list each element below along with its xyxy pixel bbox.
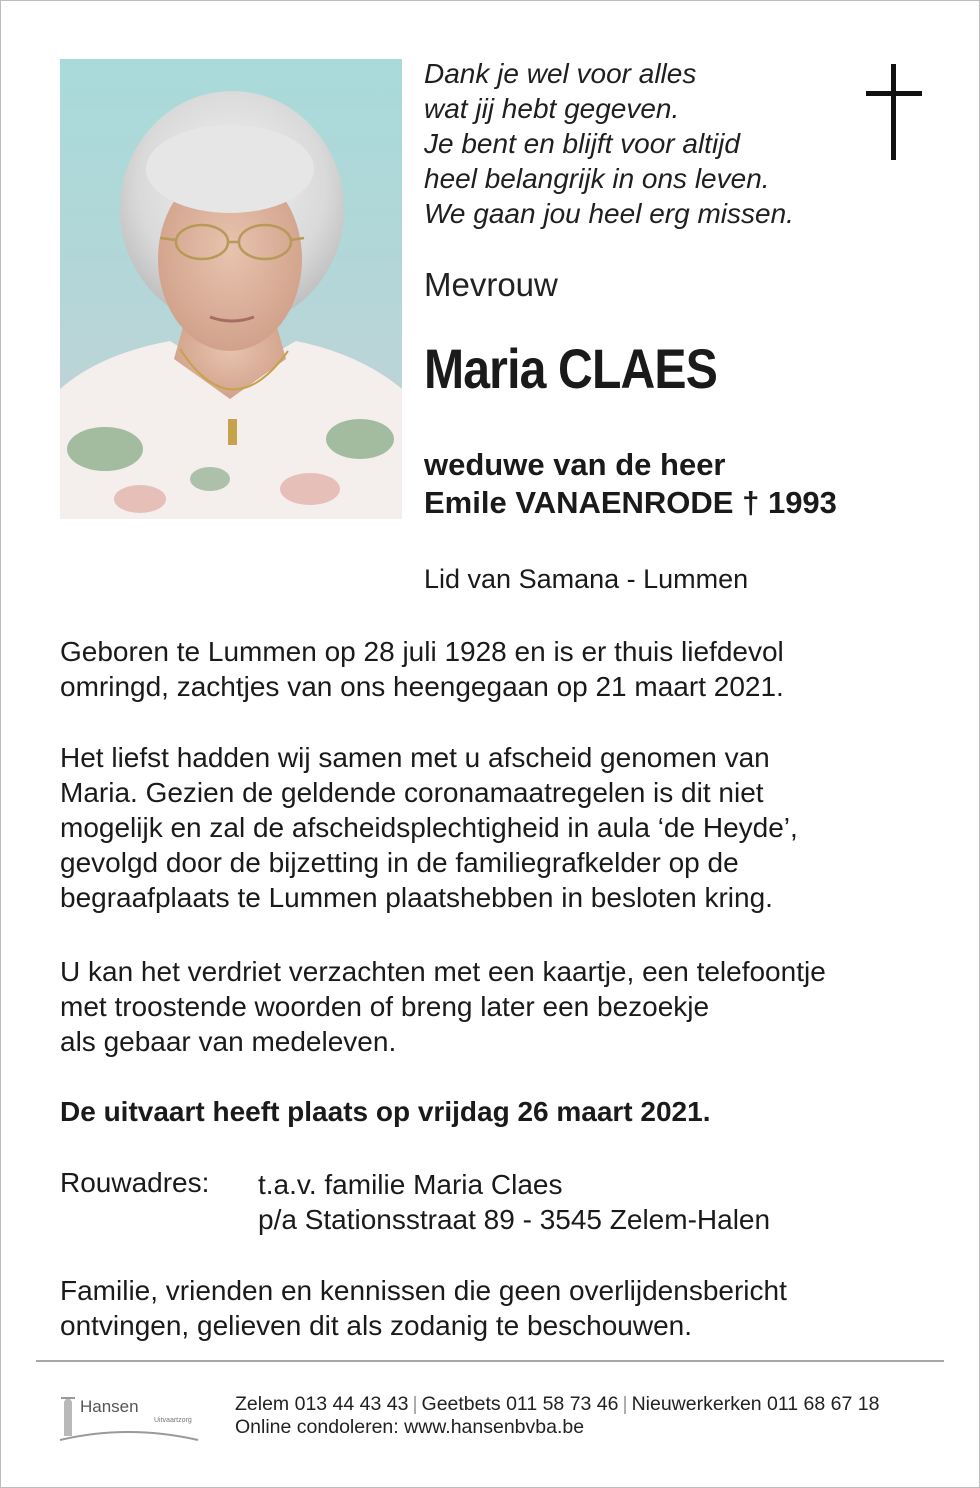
comfort-paragraph [60,954,940,1059]
text-line: Maria. Gezien de geldende coronamaatregelen is dit niet [60,777,764,808]
text-line: met troostende woorden of breng later een bezoekje [60,991,710,1022]
logo-subtitle: Uitvaartzorg [154,1417,192,1424]
address-label: Rouwadres: [60,1167,210,1198]
closing-paragraph [60,1273,940,1343]
text-line: omringd, zachtjes van ons heengegaan op 21 maart 2021. [60,671,784,702]
text-line: Geboren te Lummen op 28 juli 1928 en is er thuis liefdevol [60,636,784,667]
online-condolence-link[interactable]: Online condoleren: www.hansenbvba.be [235,1416,585,1438]
deceased-name: Maria CLAES [424,337,717,400]
poem-line: wat jij hebt gegeven. [424,93,680,124]
hansen-logo [58,1384,208,1444]
funeral-date: De uitvaart heeft plaats op vrijdag 26 maart 2021. [60,1096,711,1127]
address-line-1: t.a.v. familie Maria Claes [258,1169,563,1200]
mourning-address [258,1167,770,1237]
office-nieuwerkerken: Nieuwerkerken 011 68 67 18 [631,1393,880,1415]
poem-line: Dank je wel voor alles [424,58,697,89]
text-line: U kan het verdriet verzachten met een kaartje, een telefoontje [60,956,826,987]
portrait-photo [60,59,402,519]
honorific: Mevrouw [424,266,558,303]
spouse-info [424,446,837,522]
address-line-2: p/a Stationsstraat 89 - 3545 Zelem-Halen [258,1204,771,1235]
membership: Lid van Samana - Lummen [424,564,749,594]
office-geetbets: Geetbets 011 58 73 46 [421,1393,619,1415]
farewell-paragraph [60,740,940,915]
text-line: ontvingen, gelieven dit als zodanig te beschouwen. [60,1310,692,1341]
text-line: als gebaar van medeleven. [60,1026,397,1057]
memorial-poem [424,56,854,231]
birth-paragraph [60,634,940,704]
poem-line: Je bent en blijft voor altijd [424,128,740,159]
text-line: begraafplaats te Lummen plaatshebben in besloten kring. [60,882,773,913]
text-line: Familie, vrienden en kennissen die geen overlijdensbericht [60,1275,787,1306]
footer-contact: Zelem 013 44 43 43 | Geetbets 011 58 73 46 | Nieuwerkerken 011 68 67 18 Online condoleren: www.hansenbvba.be [235,1393,880,1438]
spouse-line-2: Emile VANAENRODE † 1993 [424,485,837,520]
footer-divider [36,1360,944,1362]
office-zelem: Zelem 013 44 43 43 [235,1393,409,1415]
poem-line: heel belangrijk in ons leven. [424,163,770,194]
text-line: mogelijk en zal de afscheidsplechtigheid in aula ‘de Heyde’, [60,812,798,843]
text-line: Het liefst hadden wij samen met u afscheid genomen van [60,742,770,773]
logo-name: Hansen [80,1397,139,1416]
cross-icon [866,64,922,160]
spouse-line-1: weduwe van de heer [424,447,726,482]
text-line: gevolgd door de bijzetting in de familiegrafkelder op de [60,847,739,878]
poem-line: We gaan jou heel erg missen. [424,198,794,229]
